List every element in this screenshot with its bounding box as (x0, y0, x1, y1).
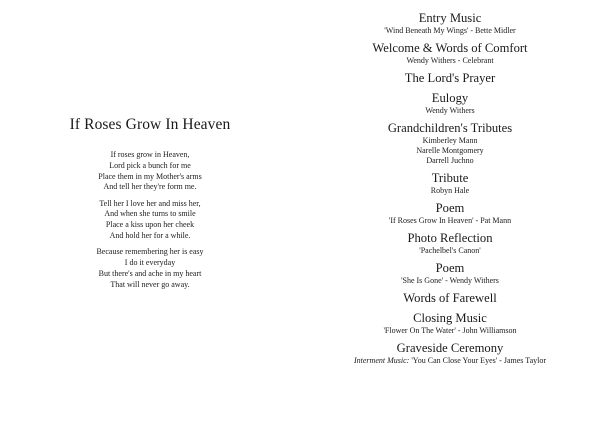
program-item-detail: 'Wind Beneath My Wings' - Bette Midler (384, 26, 516, 35)
program-item-title: Photo Reflection (407, 231, 493, 246)
program-item-detail: 'Pachelbel's Canon' (419, 246, 481, 256)
program-item-eulogy (289, 91, 600, 116)
program-item-title: Tribute (431, 171, 469, 186)
right-page (300, 0, 600, 425)
program-item-title: Grandchildren's Tributes (387, 120, 513, 135)
poem-stanza (0, 247, 300, 290)
program-item-closing-music (289, 311, 600, 336)
poem-line: And hold her for a while. (109, 231, 191, 241)
program-item-title: Eulogy (431, 90, 469, 105)
poem-line: Lord pick a bunch for me (109, 160, 191, 170)
poem-line: That will never go away. (110, 279, 190, 289)
poem-line: Place a kiss upon her cheek (105, 220, 195, 230)
program-item-lords-prayer (289, 71, 600, 86)
poem-line: And when she turns to smile (104, 209, 196, 219)
program-item-tribute (289, 171, 600, 196)
program-item-detail: Darrell Juchno (426, 156, 474, 166)
program-item-detail: Narelle Montgomery (416, 146, 484, 155)
program-item-poem-2 (289, 261, 600, 286)
poem-stanza (0, 150, 300, 193)
poem-stanza (0, 199, 300, 242)
program-item-title: Closing Music (413, 311, 487, 325)
program-item-detail: Kimberley Mann (422, 135, 478, 145)
program-item-title: Poem (435, 201, 465, 216)
program-item-detail: Robyn Hale (430, 186, 470, 196)
program-item-poem (289, 201, 600, 226)
poem-line: Tell her I love her and miss her, (99, 198, 201, 208)
program-item-detail (289, 356, 600, 366)
poem-line: Because remembering her is easy (96, 247, 204, 257)
poem-title: If Roses Grow In Heaven (69, 116, 231, 133)
program-item-detail: 'If Roses Grow In Heaven' - Pat Mann (388, 216, 512, 226)
program-item-welcome (289, 41, 600, 66)
poem-line: And tell her they're form me. (103, 182, 197, 192)
program-item-detail: 'Flower On The Water' - John Williamson (383, 326, 517, 335)
program-item-graveside-ceremony (289, 341, 600, 366)
program-item-title: Words of Farewell (403, 291, 497, 306)
program-item-title: Graveside Ceremony (396, 341, 504, 355)
program-item-grandchildren-tributes (289, 121, 600, 167)
program-item-title: The Lord's Prayer (404, 71, 496, 85)
order-of-service (289, 11, 600, 371)
program-item-detail: Wendy Withers (425, 105, 475, 115)
program-item-detail: 'She Is Gone' - Wendy Withers (401, 276, 499, 286)
poem-line: I do it everyday (124, 258, 176, 268)
poem-line: Place them in my Mother's arms (98, 171, 202, 181)
program-item-detail: Wendy Withers - Celebrant (406, 56, 494, 65)
poem-line: But there's and ache in my heart (98, 268, 202, 278)
program-item-title: Entry Music (418, 11, 482, 25)
interment-music-title: 'You Can Close Your Eyes' - James Taylor (409, 356, 547, 365)
program-item-photo-reflection (289, 231, 600, 256)
program-item-words-of-farewell (289, 291, 600, 306)
program-item-title: Welcome & Words of Comfort (372, 41, 528, 55)
program-item-title: Poem (435, 261, 465, 276)
interment-music-label: Interment Music: (353, 356, 410, 365)
poem-body (0, 150, 300, 296)
program-item-entry-music (289, 11, 600, 36)
poem-line: If roses grow in Heaven, (110, 150, 190, 159)
